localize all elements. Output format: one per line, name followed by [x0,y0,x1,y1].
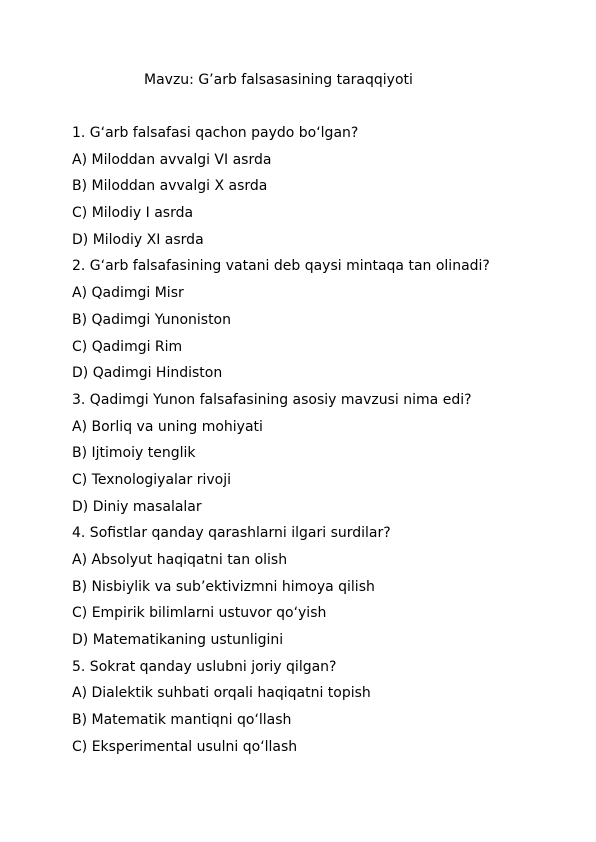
answer-option: B) Qadimgi Yunoniston [72,311,231,328]
question-4: 4. Sofistlar qanday qarashlarni ilgari surdilar? [72,525,391,542]
answer-option: B) Ijtimoiy tenglik [72,445,196,462]
answer-option: A) Borliq va uning mohiyati [72,418,263,435]
question-3: 3. Qadimgi Yunon falsafasining asosiy mavzusi nima edi? [72,391,472,408]
answer-option: B) Miloddan avvalgi X asrda [72,178,268,195]
question-list [72,124,572,765]
question-1: 1. G‘arb falsafasi qachon paydo bo‘lgan? [72,125,359,141]
answer-option: C) Eksperimental usulni qo‘llash [72,738,298,755]
question-2: 2. G‘arb falsafasining vatani deb qaysi mintaqa tan olinadi? [72,258,490,275]
answer-option: B) Matematik mantiqni qo‘llash [72,712,292,729]
answer-option: C) Empirik bilimlarni ustuvor qo‘yish [72,605,327,622]
answer-option: A) Qadimgi Misr [72,285,184,302]
answer-option: C) Milodiy I asrda [72,205,194,222]
answer-option: D) Qadimgi Hindiston [72,365,223,382]
answer-option: C) Qadimgi Rim [72,338,183,355]
answer-option: A) Absolyut haqiqatni tan olish [72,552,288,568]
answer-option: D) Matematikaning ustunligini [72,632,284,649]
answer-option: D) Diniy masalalar [72,498,202,515]
question-5: 5. Sokrat qanday uslubni joriy qilgan? [72,658,337,675]
answer-option: B) Nisbiylik va sub’ektivizmni himoya qilish [72,578,375,595]
answer-option: A) Miloddan avvalgi VI asrda [72,151,272,168]
answer-option: A) Dialektik suhbati orqali haqiqatni topish [72,685,371,702]
document-title: Mavzu: G’arb falsasasining taraqqiyoti [144,72,413,88]
answer-option: C) Texnologiyalar rivoji [72,471,231,488]
answer-option: D) Milodiy XI asrda [72,231,204,248]
